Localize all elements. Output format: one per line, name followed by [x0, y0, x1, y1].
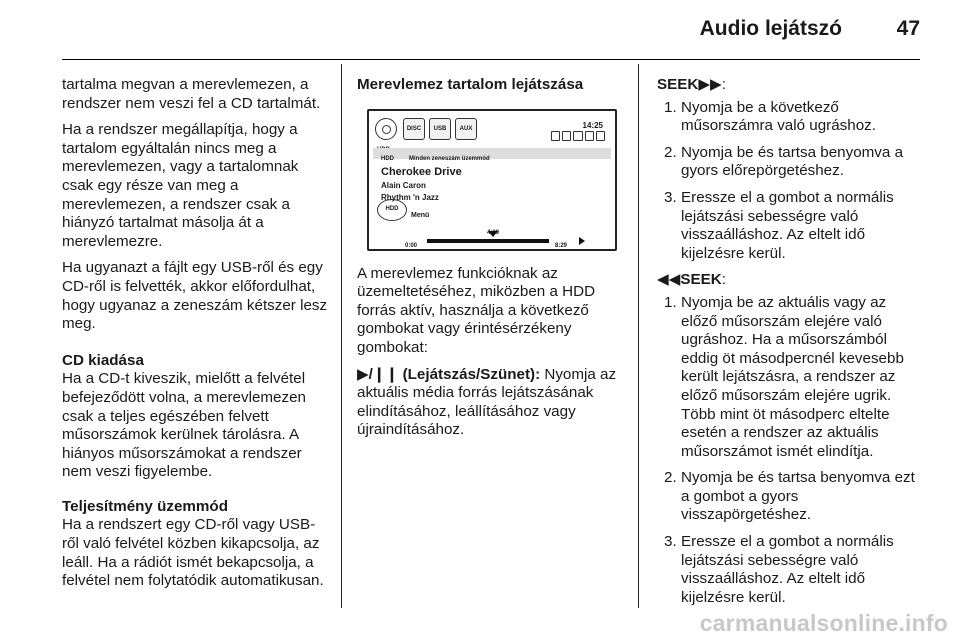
column-right [657, 76, 925, 615]
column-middle [357, 76, 625, 448]
position-marker-icon [488, 231, 498, 237]
list-number: 1. [664, 293, 677, 311]
play-pause-icon: ▶/❙❙ [357, 365, 399, 383]
progress-track [427, 239, 549, 243]
column-divider-right [638, 64, 639, 608]
hdd-label: HDD [381, 155, 394, 162]
paragraph: A merevlemez funkcióknak az üzemeltetéséhez, miközben a HDD forrás aktív, használja a következő gombokat vagy érintésérzékeny gombokat: [357, 264, 596, 356]
column-left [62, 76, 330, 599]
play-pause-paragraph [357, 366, 625, 440]
menu-label: Menü [411, 211, 430, 219]
list-item [657, 144, 925, 181]
list-item [657, 533, 925, 607]
seek-forward-label: SEEK▶▶ [657, 76, 722, 93]
list-text: Nyomja be az aktuális vagy az előző műsorszám elejére való ugráshoz. Ha a műsorszámból eddig öt másodpercnél kevesebb került lejátszásra, a rendszer az előző műsorszám elejére ugrik. Több mint öt másodperc eltelte esetén a rendszer az aktuális műsorszámot ismét elindítja. [681, 293, 904, 460]
paragraph: Ha a rendszert egy CD-ről vagy USB-ről való felvétel közben kikapcsolja, az leáll. Ha a rádiót ismét bekapcsolja, a felvétel nem folytatódik automatikusan. [62, 516, 324, 590]
list-text: Nyomja be a következő műsorszámra való ugráshoz. [681, 98, 876, 135]
play-pause-label: (Lejátszás/Szünet): [398, 365, 541, 383]
section-heading-hdd-playback: Merevlemez tartalom lejátszása [357, 76, 584, 93]
list-number: 3. [664, 188, 677, 206]
start-time: 0:00 [405, 242, 418, 249]
seek-back-label: ◀◀SEEK [657, 271, 722, 289]
track-title: Cherokee Drive [381, 165, 462, 178]
list-number: 2. [664, 143, 677, 161]
paragraph: Ha a CD-t kiveszik, mielőtt a felvétel befejeződött volna, a merevlemezen csak a teljes egészében felvett műsorszámok kerülnek tárolásra. A hiányos műsorszámokat a rendszer nem veszi figyelembe. [62, 370, 306, 481]
page-title: Audio lejátszó [699, 17, 842, 40]
end-time: 8:29 [555, 242, 568, 249]
column-divider-left [341, 64, 342, 608]
page-number: 47 [896, 17, 920, 40]
disc-icon [375, 118, 397, 140]
seek-forward-heading [657, 76, 925, 95]
list-number: 3. [664, 533, 677, 551]
paragraph: Ha a rendszer megállapítja, hogy a tartalom egyáltalán nincs meg a merevlemezen, vagy a tartalomnak csak egy része van meg a merevlemezen, a rendszer csak a hiányzó tartalmat másolja át a merevlemezre. [62, 121, 299, 250]
list-text: Nyomja be és tartsa benyomva a gyors előrepörgetéshez. [681, 143, 904, 180]
play-icon [579, 237, 585, 245]
list-text: Nyomja be és tartsa benyomva ezt a gombot a gyors visszapörgetéshez. [681, 469, 915, 524]
play-pause-text: Nyomja az aktuális média forrás lejátszásának elindításához, leállításához vagy újraindításához. [357, 365, 617, 439]
status-icon [596, 131, 605, 141]
seek-back-heading [657, 271, 925, 290]
radio-display [367, 109, 617, 251]
hdd-screen-illustration [357, 101, 619, 251]
usb-source-button: USB [429, 118, 451, 140]
seek-back-steps [657, 294, 925, 608]
section-heading-power-mode: Teljesítmény üzemmód [62, 497, 228, 515]
list-item [657, 294, 925, 461]
list-text: Eressze el a gombot a normális lejátszási sebességre való visszaálláshoz. Az eltelt idő kijelzésre kerül. [681, 533, 894, 606]
paragraph: tartalma megvan a merevlemezen, a rendszer nem veszi fel a CD tartalmát. [62, 76, 321, 112]
playback-position: 4:39 [487, 229, 500, 236]
page-header [0, 0, 960, 58]
list-item [657, 469, 925, 525]
header-rule [62, 59, 920, 60]
clock: 14:25 [582, 120, 603, 130]
list-item [657, 189, 925, 263]
seek-forward-steps [657, 99, 925, 264]
album-name: Rhythm 'n Jazz [381, 192, 439, 202]
hdd-menu-button: HDD [377, 199, 407, 221]
list-number: 1. [664, 98, 677, 116]
aux-source-button: AUX [455, 118, 477, 140]
section-heading-cd-eject: CD kiadása [62, 351, 144, 369]
disc-source-button: DISC [403, 118, 425, 140]
list-text: Eressze el a gombot a normális lejátszási sebességre való visszaálláshoz. Az eltelt idő kijelzésre kerül. [681, 188, 894, 262]
colon: : [721, 271, 726, 289]
watermark: carmanualsonline.info [699, 610, 948, 636]
status-icon [562, 131, 571, 141]
colon: : [721, 76, 726, 93]
list-item [657, 99, 925, 136]
artist-name: Alain Caron [381, 180, 426, 190]
status-icon [585, 131, 594, 141]
status-icons [551, 131, 605, 141]
list-number: 2. [664, 469, 677, 487]
status-icon [573, 131, 582, 141]
play-mode-label: Minden zeneszám üzemmód [409, 155, 490, 162]
status-icon [551, 131, 560, 141]
paragraph: Ha ugyanazt a fájlt egy USB-ről és egy CD-ről is felvették, akkor előfordulhat, hogy ugyanaz a zeneszám kétszer lesz meg. [62, 259, 328, 333]
